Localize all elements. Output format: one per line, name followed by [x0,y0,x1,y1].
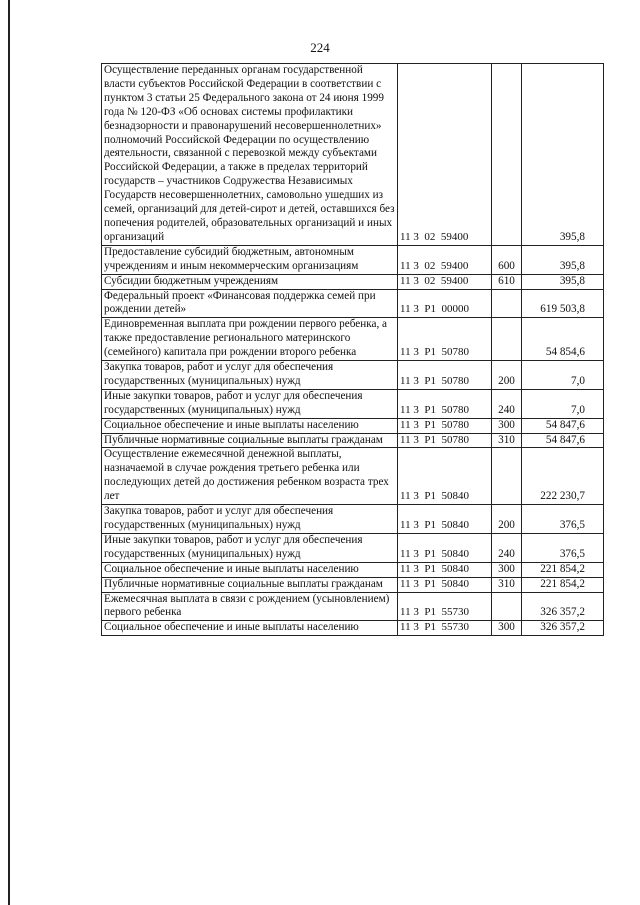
row-expense-type: 310 [492,577,522,592]
row-name: Закупка товаров, работ и услуг для обеспечения государственных (муниципальных) нужд [102,505,398,534]
table-row [102,274,604,289]
table-row [102,592,604,621]
row-code: 11 3 02 59400 [398,274,492,289]
row-amount: 221 854,2 [522,577,604,592]
row-expense-type [492,64,522,246]
row-code: 11 3 P1 50780 [398,318,492,361]
table-row [102,361,604,390]
row-amount: 222 230,7 [522,448,604,505]
row-code: 11 3 P1 50840 [398,562,492,577]
row-amount: 7,0 [522,389,604,418]
row-name: Социальное обеспечение и иные выплаты населению [102,562,398,577]
row-code: 11 3 P1 50840 [398,533,492,562]
row-amount: 54 854,6 [522,318,604,361]
row-name: Закупка товаров, работ и услуг для обеспечения государственных (муниципальных) нужд [102,361,398,390]
row-expense-type: 200 [492,505,522,534]
table-row [102,245,604,274]
page-binding-line [8,0,10,905]
row-amount: 395,8 [522,245,604,274]
row-amount: 376,5 [522,533,604,562]
table-row [102,621,604,636]
row-expense-type: 600 [492,245,522,274]
row-code: 11 3 P1 55730 [398,621,492,636]
row-expense-type: 610 [492,274,522,289]
table-row [102,505,604,534]
budget-table [101,63,603,636]
row-code: 11 3 02 59400 [398,245,492,274]
row-code: 11 3 P1 50780 [398,389,492,418]
table-row [102,562,604,577]
row-expense-type: 310 [492,433,522,448]
table-row [102,418,604,433]
row-expense-type [492,289,522,318]
row-amount: 326 357,2 [522,621,604,636]
row-amount: 7,0 [522,361,604,390]
table-row [102,433,604,448]
row-expense-type: 300 [492,418,522,433]
row-code: 11 3 P1 55730 [398,592,492,621]
row-code: 11 3 P1 50840 [398,577,492,592]
row-expense-type [492,592,522,621]
row-code: 11 3 02 59400 [398,64,492,246]
table-row [102,389,604,418]
page-number: 224 [310,40,330,55]
table-row [102,448,604,505]
row-code: 11 3 P1 50780 [398,433,492,448]
row-expense-type [492,318,522,361]
row-expense-type: 200 [492,361,522,390]
row-code: 11 3 P1 50840 [398,448,492,505]
table-row [102,64,604,246]
row-code: 11 3 P1 50780 [398,418,492,433]
row-name: Осуществление переданных органам государственной власти субъектов Российской Федерации в соответствии с пунктом 3 статьи 25 Федерального закона от 24 июня 1999 года № 120-ФЗ «Об основах системы профилактики безнадзорности и правонарушений несовершеннолетних» полномочий Российской Федерации по осуществлению деятельности, связанной с перевозкой между субъектами Российской Федерации, а также в пределах территорий государств – участников Содружества Независимых Государств несовершеннолетних, самовольно ушедших из семей, организаций для детей-сирот и детей, оставшихся без попечения родителей, образовательных организаций и иных организаций [102,64,398,246]
row-name: Единовременная выплата при рождении первого ребенка, а также предоставление регионального материнского (семейного) капитала при рождении второго ребенка [102,318,398,361]
row-amount: 395,8 [522,64,604,246]
row-code: 11 3 P1 00000 [398,289,492,318]
row-name: Публичные нормативные социальные выплаты гражданам [102,577,398,592]
row-amount: 221 854,2 [522,562,604,577]
row-code: 11 3 P1 50780 [398,361,492,390]
row-name: Ежемесячная выплата в связи с рождением (усыновлением) первого ребенка [102,592,398,621]
row-amount: 326 357,2 [522,592,604,621]
table-row [102,318,604,361]
row-expense-type: 300 [492,621,522,636]
row-name: Субсидии бюджетным учреждениям [102,274,398,289]
row-amount: 54 847,6 [522,418,604,433]
row-expense-type [492,448,522,505]
row-name: Публичные нормативные социальные выплаты гражданам [102,433,398,448]
row-expense-type: 240 [492,389,522,418]
row-amount: 619 503,8 [522,289,604,318]
row-name: Осуществление ежемесячной денежной выплаты, назначаемой в случае рождения третьего ребенка или последующих детей до достижения ребенком возраста трех лет [102,448,398,505]
row-expense-type: 300 [492,562,522,577]
row-name: Социальное обеспечение и иные выплаты населению [102,418,398,433]
table-row [102,289,604,318]
row-name: Иные закупки товаров, работ и услуг для обеспечения государственных (муниципальных) нужд [102,533,398,562]
row-amount: 376,5 [522,505,604,534]
row-name: Иные закупки товаров, работ и услуг для обеспечения государственных (муниципальных) нужд [102,389,398,418]
row-amount: 54 847,6 [522,433,604,448]
row-name: Социальное обеспечение и иные выплаты населению [102,621,398,636]
row-code: 11 3 P1 50840 [398,505,492,534]
table-row [102,577,604,592]
row-expense-type: 240 [492,533,522,562]
table-row [102,533,604,562]
row-name: Предоставление субсидий бюджетным, автономным учреждениям и иным некоммерческим организациям [102,245,398,274]
row-amount: 395,8 [522,274,604,289]
row-name: Федеральный проект «Финансовая поддержка семей при рождении детей» [102,289,398,318]
